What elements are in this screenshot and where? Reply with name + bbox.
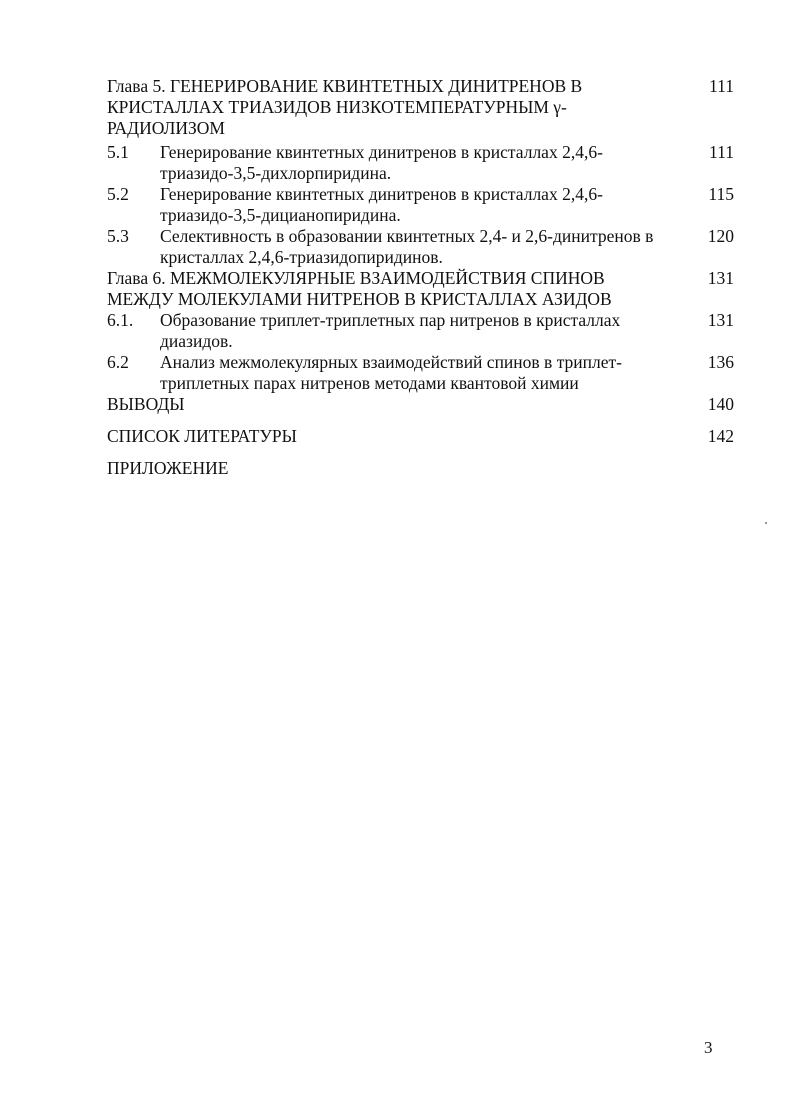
toc-section-number: 6.2 bbox=[107, 352, 129, 372]
toc-chapter-6 bbox=[107, 268, 741, 310]
toc-page-number: 142 bbox=[707, 426, 734, 446]
toc-page-number: 115 bbox=[708, 184, 734, 204]
toc-section-title: Генерирование квинтетных динитренов в кристаллах 2,4,6-триазидо-3,5-дицианопиридина. bbox=[160, 184, 603, 225]
toc-section-5-3 bbox=[107, 226, 741, 268]
toc-appendix bbox=[107, 458, 741, 479]
toc-page-number: 111 bbox=[709, 142, 734, 162]
toc-chapter-title: Глава 5. ГЕНЕРИРОВАНИЕ КВИНТЕТНЫХ ДИНИТРЕНОВ В КРИСТАЛЛАХ ТРИАЗИДОВ НИЗКОТЕМПЕРАТУРНЫМ γ-РАДИОЛИЗОМ bbox=[107, 76, 583, 138]
scan-speck bbox=[765, 522, 767, 524]
toc-chapter-title: Глава 6. МЕЖМОЛЕКУЛЯРНЫЕ ВЗАИМОДЕЙСТВИЯ СПИНОВ МЕЖДУ МОЛЕКУЛАМИ НИТРЕНОВ В КРИСТАЛЛАХ АЗИДОВ bbox=[107, 268, 612, 309]
toc-page-number: 136 bbox=[707, 352, 734, 372]
toc-references bbox=[107, 426, 741, 447]
toc-section-title: Генерирование квинтетных динитренов в кристаллах 2,4,6-триазидо-3,5-дихлорпиридина. bbox=[160, 142, 603, 183]
toc-chapter-title: ПРИЛОЖЕНИЕ bbox=[107, 458, 229, 478]
toc-section-5-2 bbox=[107, 184, 741, 226]
toc-chapter-title: СПИСОК ЛИТЕРАТУРЫ bbox=[107, 426, 297, 446]
toc-page-number: 140 bbox=[707, 394, 734, 414]
toc-page-number: 120 bbox=[707, 226, 734, 246]
toc-chapter-title: ВЫВОДЫ bbox=[107, 394, 185, 414]
toc-section-title: Селективность в образовании квинтетных 2,4- и 2,6-динитренов в кристаллах 2,4,6-триазидопиридинов. bbox=[160, 226, 654, 267]
toc-section-title: Анализ межмолекулярных взаимодействий спинов в триплет-триплетных парах нитренов методами квантовой химии bbox=[160, 352, 623, 393]
toc-section-number: 5.2 bbox=[107, 184, 129, 204]
toc-section-number: 6.1. bbox=[107, 310, 134, 330]
toc-section-5-1 bbox=[107, 142, 741, 184]
toc-page-number: 131 bbox=[707, 310, 734, 330]
toc-section-6-1 bbox=[107, 310, 741, 352]
toc-conclusions bbox=[107, 394, 741, 415]
toc-section-number: 5.1 bbox=[107, 142, 129, 162]
toc-section-6-2 bbox=[107, 352, 741, 394]
toc-section-title: Образование триплет-триплетных пар нитренов в кристаллах диазидов. bbox=[160, 310, 621, 351]
table-of-contents bbox=[107, 76, 741, 479]
toc-page-number: 131 bbox=[707, 268, 734, 288]
toc-chapter-5 bbox=[107, 76, 741, 139]
toc-page-number: 111 bbox=[709, 76, 734, 96]
page-number: 3 bbox=[704, 1038, 713, 1057]
toc-section-number: 5.3 bbox=[107, 226, 129, 246]
